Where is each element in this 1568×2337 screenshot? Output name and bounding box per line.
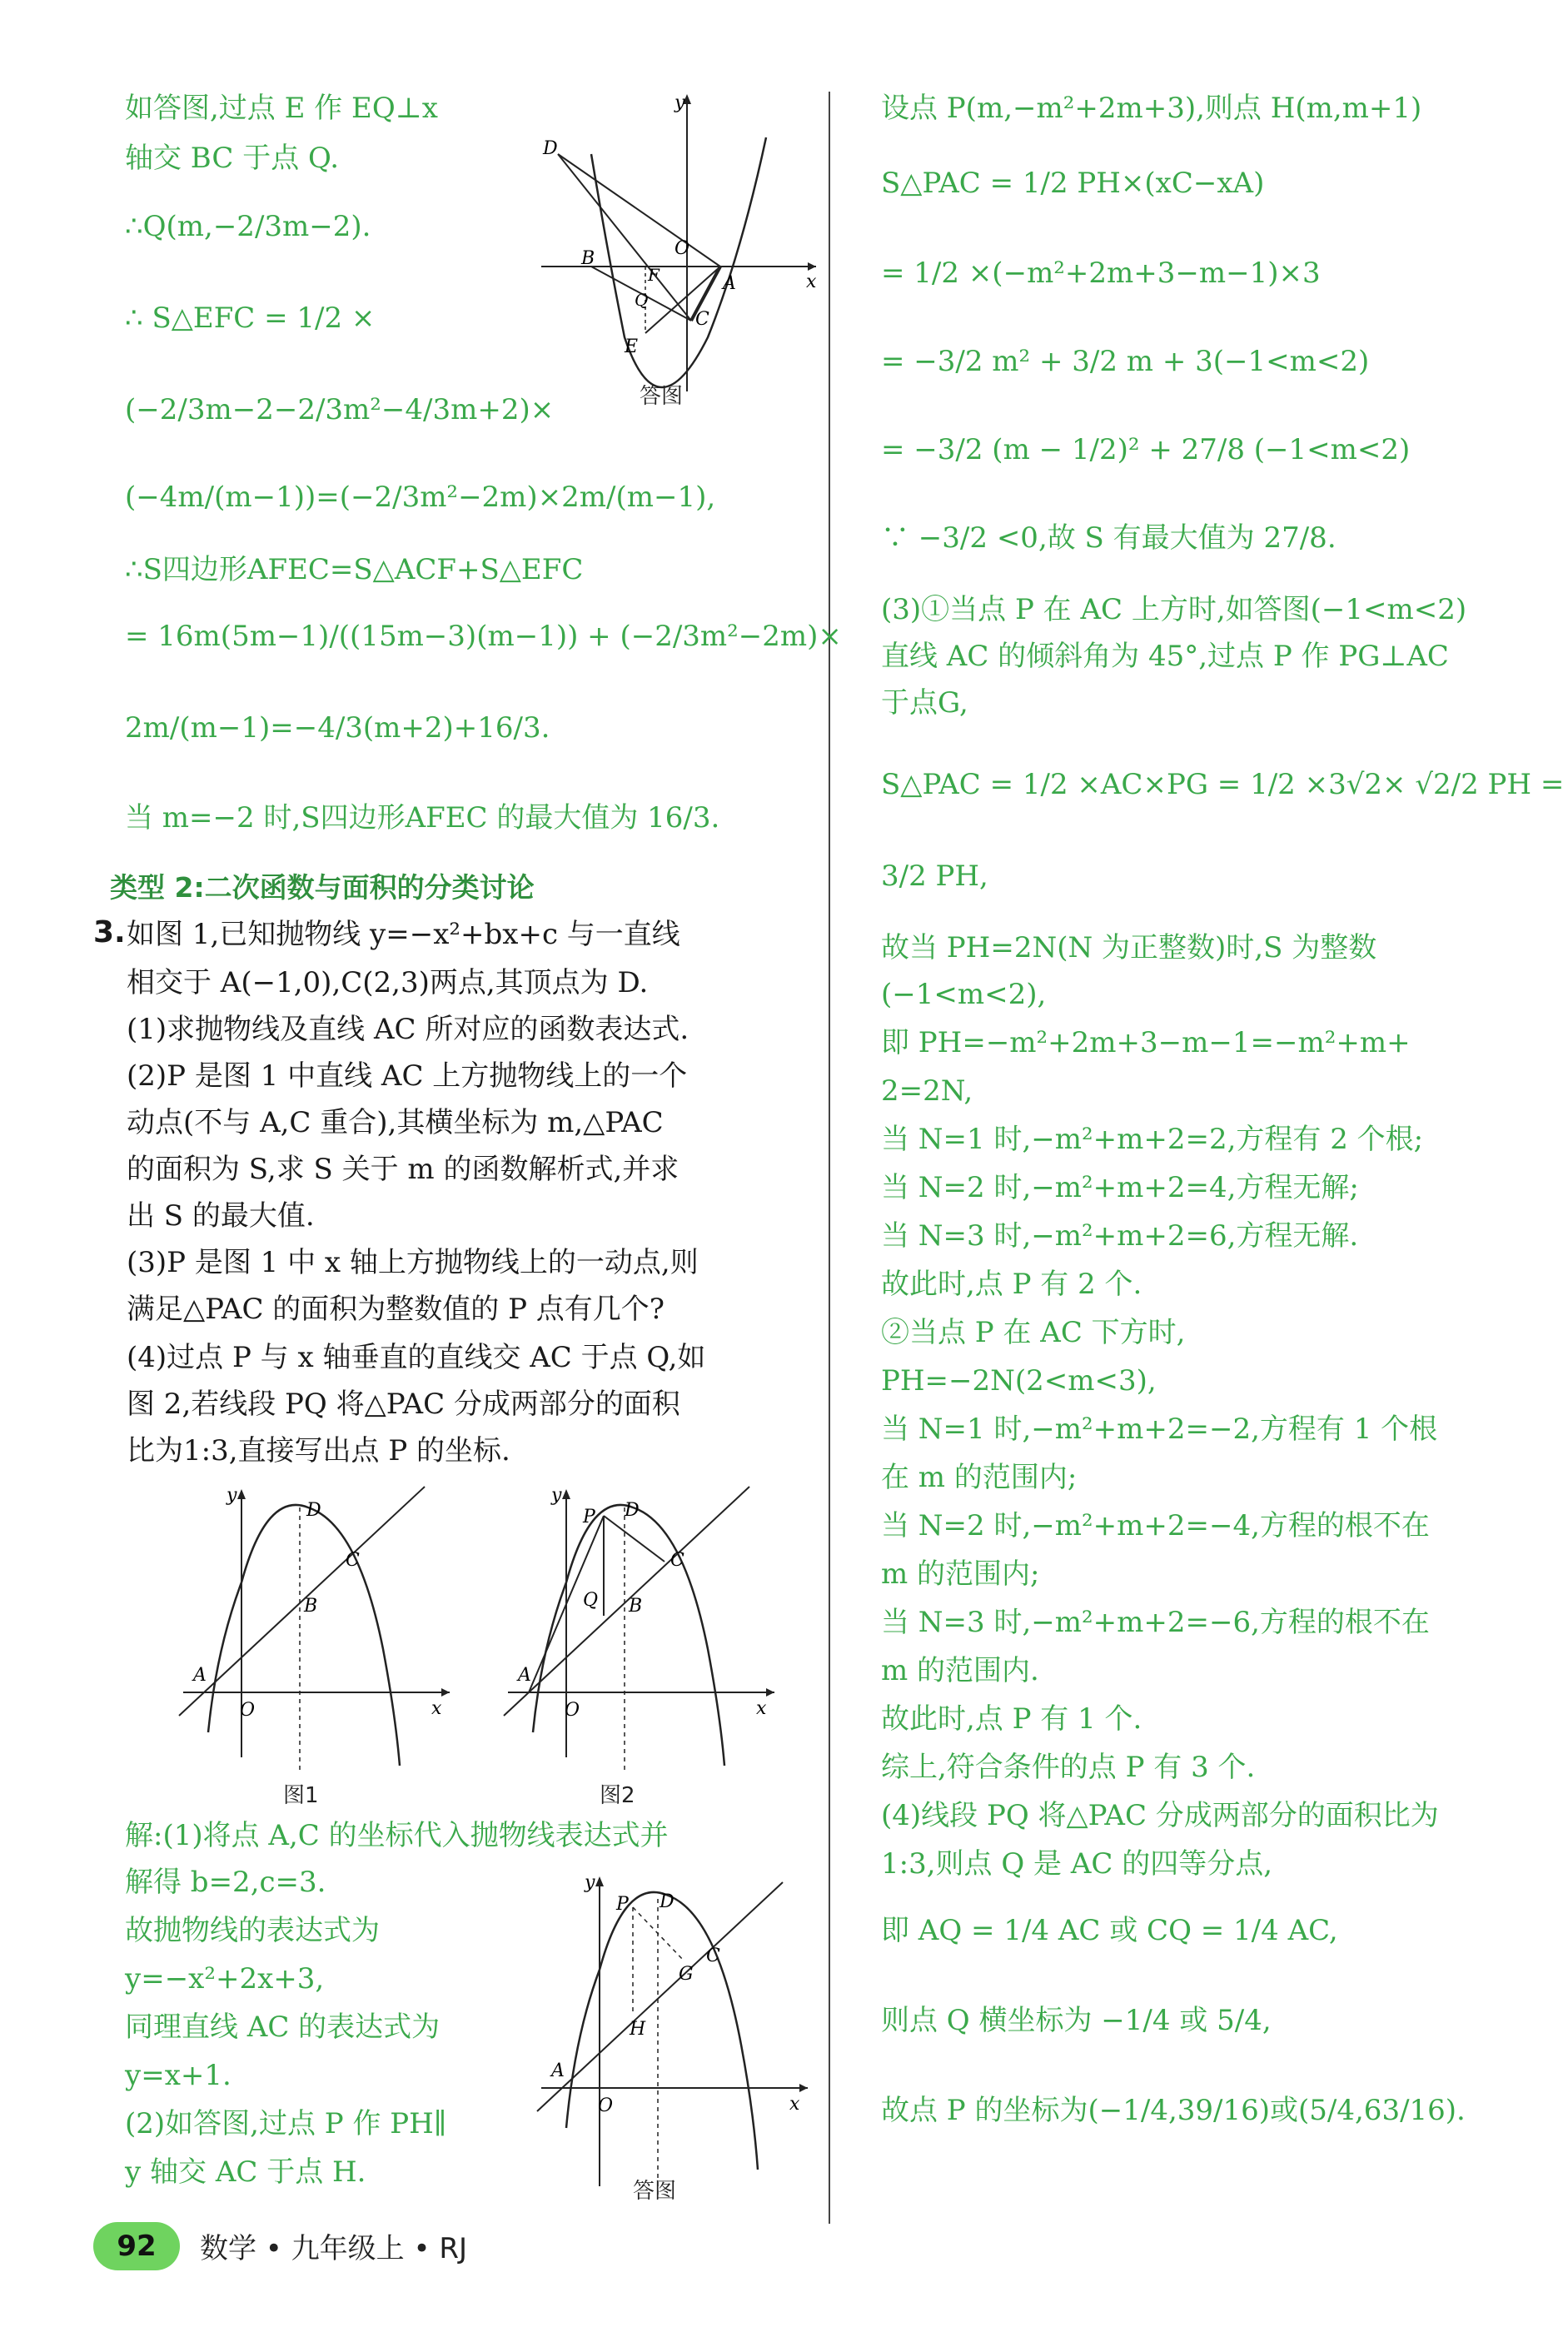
solution-line: 故抛物线的表达式为 (125, 1914, 380, 1947)
page-number-badge: 92 (93, 2222, 180, 2270)
right-line: ∵ −3/2 <0,故 S 有最大值为 27/8. (881, 521, 1337, 555)
fig-label: F (648, 265, 660, 285)
question-line: 相交于 A(−1,0),C(2,3)两点,其顶点为 D. (127, 966, 649, 999)
fig-label: G (679, 1964, 694, 1985)
right-line: S△PAC = 1/2 PH×(xC−xA) (881, 167, 1265, 200)
right-line: 即 PH=−m²+2m+3−m−1=−m²+m+ (881, 1026, 1411, 1059)
intro-line: 轴交 BC 于点 Q. (125, 142, 340, 175)
fig-label: E (625, 336, 639, 357)
right-line: (−1<m<2), (881, 978, 1047, 1011)
fig-label: C (346, 1550, 360, 1571)
right-line: ②当点 P 在 AC 下方时, (881, 1316, 1186, 1349)
fig-label: O (598, 2095, 614, 2116)
right-line: 当 N=1 时,−m²+m+2=−2,方程有 1 个根 (881, 1413, 1438, 1446)
figure-caption: 图2 (600, 1783, 635, 1808)
fig-label: y (674, 92, 685, 113)
fig-label: A (518, 1665, 531, 1686)
intro-line: 当 m=−2 时,S四边形AFEC 的最大值为 16/3. (125, 801, 720, 835)
solution-line: y=x+1. (125, 2059, 231, 2092)
right-line: 故此时,点 P 有 1 个. (881, 1702, 1142, 1736)
right-line: 当 N=2 时,−m²+m+2=4,方程无解; (881, 1171, 1359, 1204)
fig-label: D (306, 1500, 321, 1521)
fig-label: x (431, 1698, 442, 1719)
intro-line: ∴ S△EFC = 1/2 × (125, 301, 376, 335)
right-line: 2=2N, (881, 1074, 973, 1108)
right-line: 当 N=2 时,−m²+m+2=−4,方程的根不在 (881, 1509, 1430, 1542)
fig-label: O (240, 1700, 256, 1721)
question-line: 满足△PAC 的面积为整数值的 P 点有几个? (127, 1293, 665, 1326)
fig-label: B (629, 1596, 643, 1617)
fig-label: A (193, 1665, 207, 1686)
fig-label: y (226, 1485, 237, 1506)
solution-line: (2)如答图,过点 P 作 PH∥ (125, 2107, 447, 2140)
right-line: 在 m 的范围内; (881, 1461, 1078, 1494)
right-line: 则点 Q 横坐标为 −1/4 或 5/4, (881, 2004, 1272, 2037)
right-line: 当 N=3 时,−m²+m+2=6,方程无解. (881, 1219, 1359, 1253)
question-line: 出 S 的最大值. (127, 1199, 315, 1233)
intro-line: (−4m/(m−1))=(−2/3m²−2m)×2m/(m−1), (125, 481, 716, 514)
right-line: PH=−2N(2<m<3), (881, 1364, 1157, 1398)
question-line: 动点(不与 A,C 重合),其横坐标为 m,△PAC (127, 1106, 664, 1139)
intro-line: ∴S四边形AFEC=S△ACF+S△EFC (125, 553, 584, 586)
right-line: 3/2 PH, (881, 860, 988, 893)
intro-line: ∴Q(m,−2/3m−2). (125, 210, 371, 243)
solution-line: y 轴交 AC 于点 H. (125, 2155, 366, 2189)
figure-2 (500, 1482, 783, 1782)
fig-label: D (660, 1891, 674, 1912)
fig-label: y (585, 1872, 595, 1893)
fig-label: H (630, 2019, 646, 2040)
right-line: = −3/2 m² + 3/2 m + 3(−1<m<2) (881, 345, 1370, 378)
answer-figure-bottom (533, 1870, 816, 2203)
intro-line: 如答图,过点 E 作 EQ⊥x (125, 92, 438, 125)
column-divider (829, 92, 830, 2224)
question-line: 比为1:3,直接写出点 P 的坐标. (127, 1434, 510, 1467)
fig-label: A (551, 2060, 565, 2081)
intro-line: = 16m(5m−1)/((15m−3)(m−1)) + (−2/3m²−2m)× (125, 620, 842, 653)
intro-line: (−2/3m−2−2/3m²−4/3m+2)× (125, 393, 555, 426)
right-line: 故点 P 的坐标为(−1/4,39/16)或(5/4,63/16). (881, 2094, 1466, 2127)
figure-caption: 答图 (633, 2179, 677, 2204)
fig-label: x (789, 2094, 800, 2115)
fig-label: B (304, 1596, 318, 1617)
fig-label: C (706, 1946, 720, 1966)
answer-figure-top (541, 87, 824, 396)
question-line: 的面积为 S,求 S 关于 m 的函数解析式,并求 (127, 1153, 679, 1186)
right-line: (3)①当点 P 在 AC 上方时,如答图(−1<m<2) (881, 593, 1467, 626)
fig-label: P (616, 1894, 629, 1915)
fig-label: y (551, 1485, 562, 1506)
solution-line: 解:(1)将点 A,C 的坐标代入抛物线表达式并 (125, 1819, 669, 1852)
fig-label: B (581, 248, 595, 269)
fig-label: x (756, 1698, 767, 1719)
right-line: = −3/2 (m − 1/2)² + 27/8 (−1<m<2) (881, 433, 1411, 466)
right-line: 故当 PH=2N(N 为正整数)时,S 为整数 (881, 931, 1377, 964)
fig-label: Q (583, 1590, 599, 1611)
fig-label: C (670, 1550, 684, 1571)
right-line: = 1/2 ×(−m²+2m+3−m−1)×3 (881, 257, 1321, 290)
fig-label: D (543, 138, 558, 159)
right-line: 直线 AC 的倾斜角为 45°,过点 P 作 PG⊥AC (881, 640, 1449, 673)
figure-caption: 图1 (283, 1783, 319, 1808)
fig-label: x (806, 272, 817, 292)
figure-1 (175, 1482, 458, 1782)
right-line: 于点G, (881, 686, 968, 720)
solution-line: 同理直线 AC 的表达式为 (125, 2011, 441, 2044)
right-line: 综上,符合条件的点 P 有 3 个. (881, 1751, 1256, 1784)
right-line: 设点 P(m,−m²+2m+3),则点 H(m,m+1) (881, 92, 1422, 125)
fig-label: Q (635, 290, 649, 310)
question-line: (3)P 是图 1 中 x 轴上方抛物线上的一动点,则 (127, 1246, 699, 1279)
question-line: (4)过点 P 与 x 轴垂直的直线交 AC 于点 Q,如 (127, 1341, 706, 1374)
fig-label: O (565, 1700, 580, 1721)
right-line: S△PAC = 1/2 ×AC×PG = 1/2 ×3√2× √2/2 PH = (881, 768, 1565, 801)
question-line: 如图 1,已知抛物线 y=−x²+bx+c 与一直线 (127, 918, 680, 951)
fig-label: C (695, 309, 709, 330)
right-line: 故此时,点 P 有 2 个. (881, 1268, 1142, 1301)
intro-line: 2m/(m−1)=−4/3(m+2)+16/3. (125, 711, 550, 745)
right-line: (4)线段 PQ 将△PAC 分成两部分的面积比为 (881, 1799, 1439, 1832)
fig-label: D (625, 1500, 640, 1521)
solution-line: y=−x²+2x+3, (125, 1962, 325, 1996)
fig-label: O (674, 238, 690, 259)
question-line: 图 2,若线段 PQ 将△PAC 分成两部分的面积 (127, 1388, 680, 1421)
right-line: 即 AQ = 1/4 AC 或 CQ = 1/4 AC, (881, 1914, 1338, 1947)
fig-label: A (723, 273, 736, 294)
figure-caption: 答图 (640, 384, 684, 409)
right-line: m 的范围内; (881, 1557, 1040, 1591)
question-line: (1)求抛物线及直线 AC 所对应的函数表达式. (127, 1013, 689, 1046)
type-heading: 类型 2:二次函数与面积的分类讨论 (110, 871, 535, 904)
right-line: 当 N=1 时,−m²+m+2=2,方程有 2 个根; (881, 1123, 1424, 1156)
footer-subject: 数学 • 九年级上 • RJ (200, 2232, 467, 2265)
solution-line: 解得 b=2,c=3. (125, 1866, 326, 1899)
fig-label: P (583, 1507, 595, 1527)
right-line: m 的范围内. (881, 1654, 1039, 1687)
right-line: 1:3,则点 Q 是 AC 的四等分点, (881, 1847, 1273, 1881)
question-line: (2)P 是图 1 中直线 AC 上方抛物线上的一个 (127, 1059, 688, 1093)
right-line: 当 N=3 时,−m²+m+2=−6,方程的根不在 (881, 1606, 1430, 1639)
question-number: 3. (93, 915, 126, 949)
